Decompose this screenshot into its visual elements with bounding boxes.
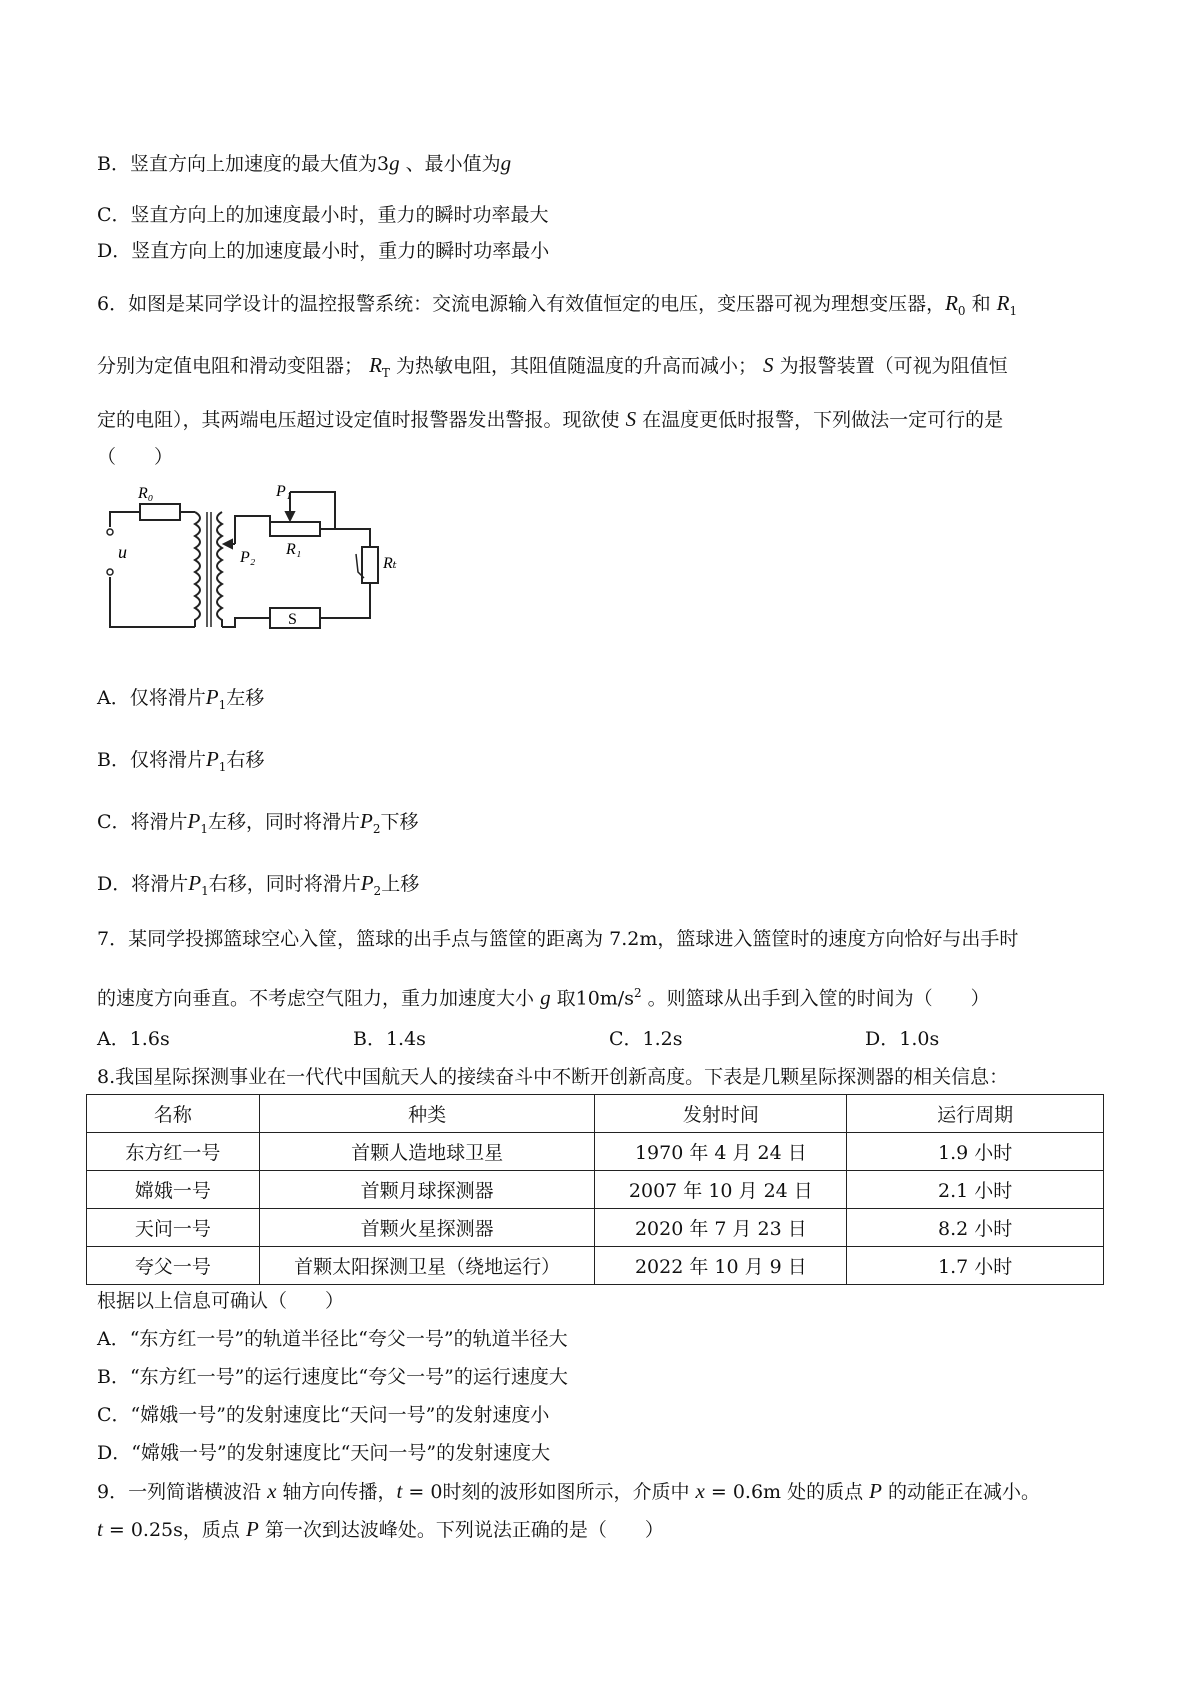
q6-rt-sub: T xyxy=(381,365,390,380)
q9-line-2-text-a: = 0.25s，质点 xyxy=(102,1519,240,1541)
q9-line-1 xyxy=(97,1478,1040,1505)
q6-option-a-p: P xyxy=(205,685,219,709)
q8-info-table xyxy=(86,1094,1104,1285)
secondary-coil xyxy=(217,512,222,627)
table-cell: 2022 年 10 月 9 日 xyxy=(595,1247,847,1285)
q6-option-a-text: A．仅将滑片 xyxy=(97,687,206,709)
q6-line-3-text-b: 在温度更低时报警，下列做法一定可行的是 xyxy=(642,409,1004,431)
primary-coil xyxy=(195,512,200,627)
q7-g-symbol: g xyxy=(540,985,551,1010)
q6-s-symbol: S xyxy=(763,353,774,377)
q6-option-c-sub1: 1 xyxy=(200,821,209,836)
header-name: 名称 xyxy=(87,1095,260,1133)
q7-sup: 2 xyxy=(633,986,642,1000)
q6-option-c-p1: P xyxy=(187,809,201,833)
q6-option-a xyxy=(97,684,264,718)
p2-label: P₂ xyxy=(240,549,256,566)
q8-option-d: D．“嫦娥一号”的发射速度比“天问一号”的发射速度大 xyxy=(97,1442,551,1464)
q6-option-d-text-b: 右移，同时将滑片 xyxy=(208,873,361,895)
table-cell: 首颗月球探测器 xyxy=(259,1171,595,1209)
q6-option-c xyxy=(97,808,419,842)
table-row xyxy=(87,1171,1104,1209)
r0-resistor xyxy=(140,504,180,520)
q9-x-symbol: x xyxy=(267,1479,277,1503)
table-row xyxy=(87,1209,1104,1247)
q8-after: 根据以上信息可确认（ ） xyxy=(97,1290,345,1312)
q5-option-d: D．竖直方向上的加速度最小时，重力的瞬时功率最小 xyxy=(97,240,550,262)
r1-label: R₁ xyxy=(286,541,302,558)
table-cell: 天问一号 xyxy=(87,1209,260,1247)
table-cell: 2007 年 10 月 24 日 xyxy=(595,1171,847,1209)
q6-s-symbol-2: S xyxy=(625,407,637,431)
q7-option-a: A．1.6s xyxy=(97,1028,170,1050)
q5-option-b-text: B．竖直方向上加速度的最大值为3 xyxy=(97,153,390,175)
q9-t-symbol: t xyxy=(396,1479,403,1503)
q9-t-symbol-2: t xyxy=(97,1517,103,1541)
q6-r0-symbol: R xyxy=(945,291,958,315)
q6-option-c-text: C．将滑片 xyxy=(97,811,188,833)
q6-option-b-text: B．仅将滑片 xyxy=(97,749,206,771)
table-row xyxy=(87,1133,1104,1171)
q5-option-b-g2: g xyxy=(500,151,512,175)
q6-circuit-diagram xyxy=(100,482,450,642)
q6-option-b-text-b: 右移 xyxy=(226,749,265,771)
table-cell: 1970 年 4 月 24 日 xyxy=(595,1133,847,1171)
q7-options xyxy=(97,1026,939,1052)
table-cell: 2020 年 7 月 23 日 xyxy=(595,1209,847,1247)
rt-label: Rₜ xyxy=(383,555,397,572)
q8-option-a: A．“东方红一号”的轨道半径比“夸父一号”的轨道半径大 xyxy=(97,1328,568,1350)
q6-line-2-text-c: 为报警装置（可视为阻值恒 xyxy=(779,355,1008,377)
q6-option-d-p2: P xyxy=(360,871,374,895)
table-cell: 首颗人造地球卫星 xyxy=(259,1133,595,1171)
q6-r1-sub: 1 xyxy=(1009,303,1018,318)
q9-line-1-text-a: 9．一列简谐横波沿 xyxy=(97,1481,262,1503)
table-cell: 8.2 小时 xyxy=(847,1209,1104,1247)
q7-line-2-text-b: 取10m/s xyxy=(556,987,634,1010)
q6-line-3-text-a: 定的电阻），其两端电压超过设定值时报警器发出警报。现欲使 xyxy=(97,409,620,431)
q6-line-2 xyxy=(97,352,1008,386)
q6-option-d xyxy=(97,870,419,904)
q7-option-d: D．1.0s xyxy=(865,1028,940,1050)
q6-option-b-p: P xyxy=(205,747,219,771)
q6-option-a-sub: 1 xyxy=(218,697,227,712)
table-cell: 2.1 小时 xyxy=(847,1171,1104,1209)
q5-option-c: C．竖直方向上的加速度最小时，重力的瞬时功率最大 xyxy=(97,204,549,226)
q6-option-d-sub1: 1 xyxy=(201,883,209,898)
q8-option-b: B．“东方红一号”的运行速度比“夸父一号”的运行速度大 xyxy=(97,1366,568,1388)
q6-option-c-text-c: 下移 xyxy=(380,811,419,833)
header-period: 运行周期 xyxy=(847,1095,1104,1133)
q5-option-b xyxy=(97,150,511,177)
q9-line-1-text-d: = 0.6m 处的质点 xyxy=(704,1481,864,1503)
q6-line-3 xyxy=(97,406,1003,433)
table-cell: 夸父一号 xyxy=(87,1247,260,1285)
q6-line-1 xyxy=(97,290,1017,324)
r0-label: R₀ xyxy=(138,485,154,502)
q6-paren: （ ） xyxy=(97,446,174,468)
q9-p-symbol-2: P xyxy=(245,1517,259,1541)
s-label: S xyxy=(288,611,297,628)
q6-option-b xyxy=(97,746,264,780)
q6-rt-symbol: R xyxy=(369,353,382,377)
table-row xyxy=(87,1247,1104,1285)
r1-resistor xyxy=(270,522,320,536)
q6-option-b-sub: 1 xyxy=(218,759,227,774)
q9-p-symbol: P xyxy=(869,1479,882,1503)
q9-line-1-text-e: 的动能正在减小。 xyxy=(888,1481,1041,1503)
q6-option-d-text: D．将滑片 xyxy=(97,873,189,895)
q9-line-1-text-b: 轴方向传播， xyxy=(282,1481,397,1503)
q7-option-b: B．1.4s xyxy=(353,1028,426,1050)
q6-option-d-text-c: 上移 xyxy=(381,873,420,895)
q6-r0-sub: 0 xyxy=(957,303,966,318)
source-u-label: u xyxy=(118,542,127,562)
header-type: 种类 xyxy=(259,1095,595,1133)
table-cell: 首颗火星探测器 xyxy=(259,1209,595,1247)
q6-option-c-p2: P xyxy=(360,809,373,833)
q6-line-2-text-b: 为热敏电阻，其阻值随温度的升高而减小； xyxy=(395,355,757,377)
table-cell: 1.9 小时 xyxy=(847,1133,1104,1171)
q6-and: 和 xyxy=(971,293,991,315)
q6-line-2-text-a: 分别为定值电阻和滑动变阻器； xyxy=(97,355,364,377)
q9-line-1-text-c: = 0时刻的波形如图所示，介质中 xyxy=(402,1481,690,1503)
q8-option-c: C．“嫦娥一号”的发射速度比“天问一号”的发射速度小 xyxy=(97,1404,550,1426)
table-header-row xyxy=(87,1095,1104,1133)
q5-option-b-mid: 、最小值为 xyxy=(405,153,501,175)
q6-line-1-text: 6．如图是某同学设计的温控报警系统：交流电源输入有效值恒定的电压，变压器可视为理想变压器， xyxy=(97,293,946,315)
q6-option-a-text-b: 左移 xyxy=(226,687,265,709)
table-cell: 东方红一号 xyxy=(87,1133,260,1171)
q5-option-b-g: g xyxy=(389,151,400,175)
q6-option-c-sub2: 2 xyxy=(372,821,381,836)
q9-line-2 xyxy=(97,1516,664,1543)
q6-r1-symbol: R xyxy=(996,291,1010,315)
q7-line-1: 7．某同学投掷篮球空心入筐，篮球的出手点与篮筐的距离为 7.2m，篮球进入篮筐时的速度方向恰好与出手时 xyxy=(97,928,1019,950)
q7-line-2 xyxy=(97,980,990,1011)
q7-line-2-text-a: 的速度方向垂直。不考虑空气阻力，重力加速度大小 xyxy=(97,987,535,1010)
table-cell: 首颗太阳探测卫星（绕地运行） xyxy=(259,1247,595,1285)
q6-option-d-p1: P xyxy=(188,871,202,895)
q9-line-2-text-b: 第一次到达波峰处。下列说法正确的是（ ） xyxy=(264,1519,664,1541)
q7-option-c: C．1.2s xyxy=(609,1028,683,1050)
q7-line-2-text-c: 。则篮球从出手到入筐的时间为（ ） xyxy=(647,987,990,1010)
table-cell: 嫦娥一号 xyxy=(87,1171,260,1209)
p1-label: P₁ xyxy=(276,483,292,500)
q6-option-c-text-b: 左移，同时将滑片 xyxy=(208,811,361,833)
table-cell: 1.7 小时 xyxy=(847,1247,1104,1285)
q9-x-symbol-2: x xyxy=(695,1479,705,1503)
q8-intro: 8.我国星际探测事业在一代代中国航天人的接续奋斗中不断开创新高度。下表是几颗星际探测器的相关信息： xyxy=(97,1066,1009,1088)
q6-option-d-sub2: 2 xyxy=(373,883,382,898)
header-launch-date: 发射时间 xyxy=(595,1095,847,1133)
